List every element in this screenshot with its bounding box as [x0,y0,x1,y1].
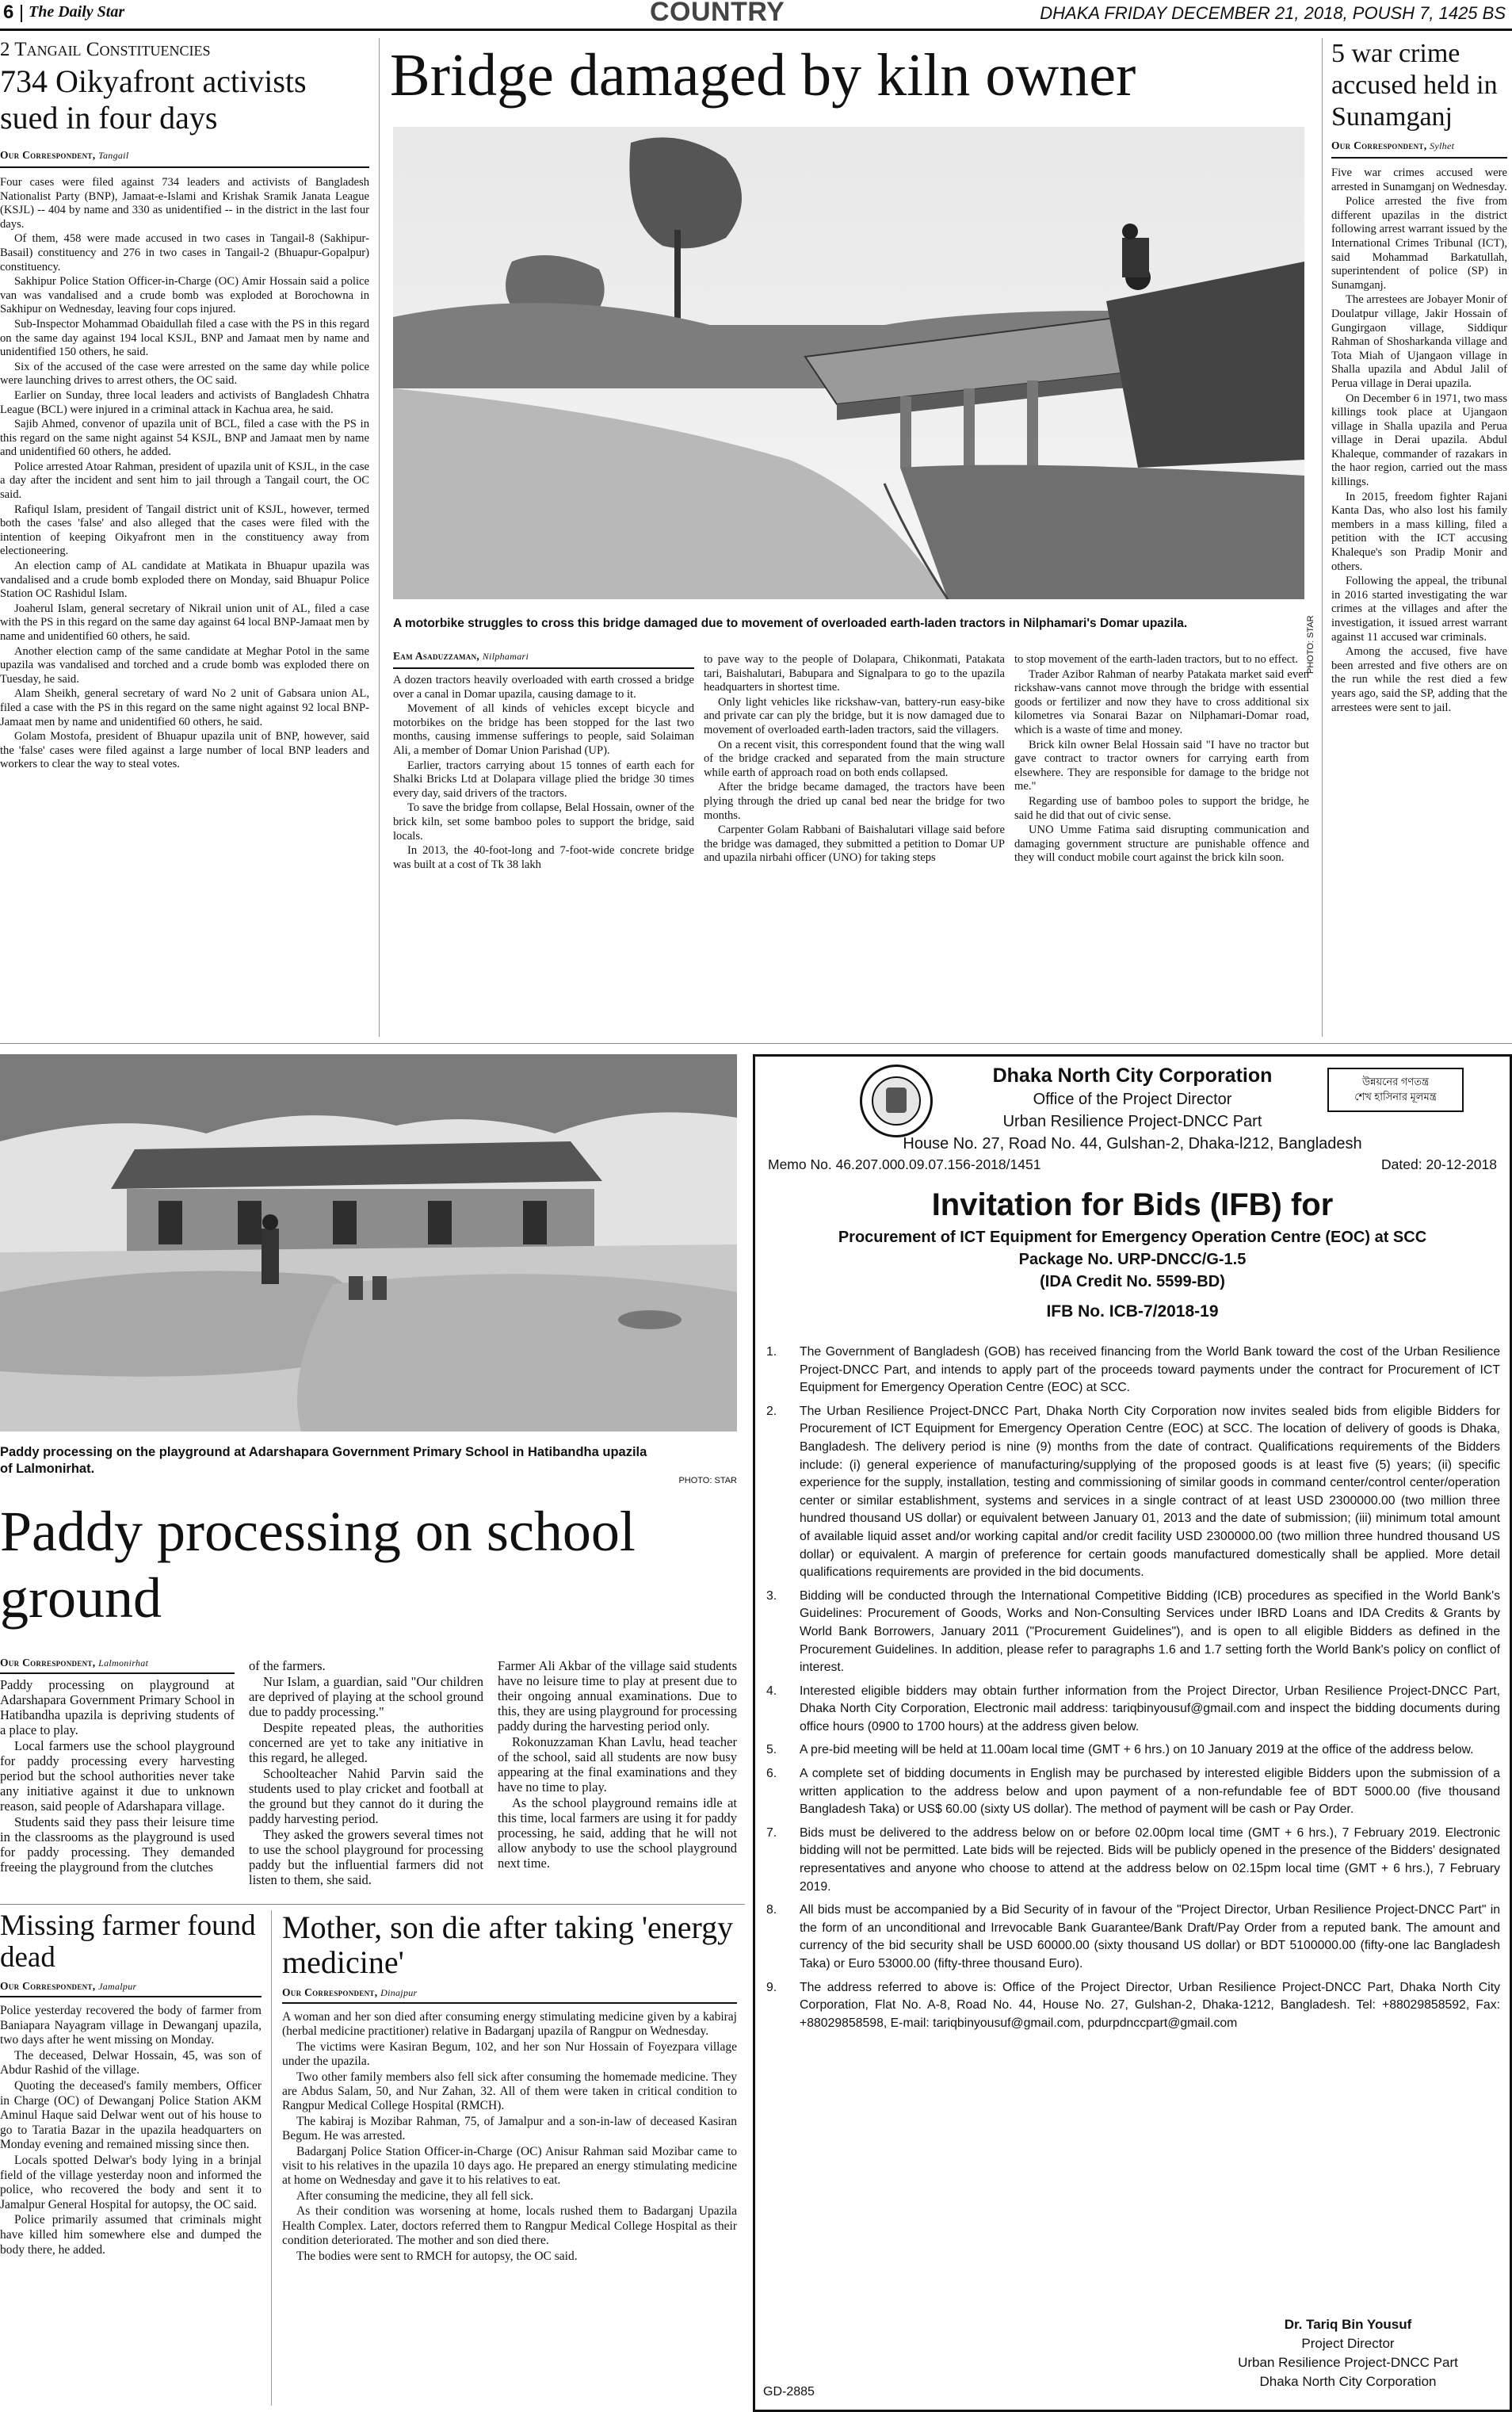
byline-location: Nilphamari [482,651,529,662]
column-divider [379,38,380,1037]
ifb-number: IFB No. ICB-7/2018-19 [1046,1302,1219,1321]
byline-rule [0,1672,235,1674]
story-body: Police yesterday recovered the body of farmer from Baniapara Nayagram village in Dewanganj upazila, two days after he went missing on Monday. The deceased, Delwar Hossain, 45, was son of Abdur Rashid of the village. Quoting the deceased's family members, Officer in Charge (OC) of Dewanganj Police Station AKM Aminul Haque said Delwar went out of his house to go to Taratia Bazar in the upazila headquarters on Monday evening and remained missing since then. Locals spotted Delwar's body lying in a brinjal field of the village yesterday noon and informed the police, who recovered the body and sent it to Jamalpur General Hospital for autopsy, the OC said. Police primarily assumed that criminals might have killed him somewhere else and dumped the body there, he added. [0,2004,262,2257]
bridge-photo-caption: A motorbike struggles to cross this bridge damaged due to movement of overloaded earth-laden tractors in Nilphamari's Domar upazila. [393,617,1188,630]
paddy-photo-image [0,1054,737,1432]
paddy-photo-caption: Paddy processing on the playground at Adarshapara Government Primary School in Hatibandha upazila of Lalmonirhat. [0,1445,647,1476]
signer-org: Dhaka North City Corporation [1259,2374,1437,2389]
byline: Our Correspondent, Lalmonirhat [0,1657,149,1669]
byline: Eam Asaduzzaman, Nilphamari [393,650,529,662]
signature-block [1193,2315,1503,2391]
memo-number: Memo No. 46.207.000.09.07.156-2018/1451 [768,1156,1041,1172]
ad-reference: GD-2885 [763,2385,815,2399]
office-name: Office of the Project Director [1033,1091,1232,1108]
section-title: COUNTRY [650,0,785,27]
story-farmer [0,1910,262,2258]
paddy-col-1: Paddy processing on playground at Adarshapara Government Primary School in Hatibandha upazila is depriving students of a place to play. Local farmers use the school playground for paddy processing every harvesting period but the school authorities never take any initiative against it due to unknown reason, said people of Adarshapara village. Students said they pass their leisure time in the classrooms as the playground is used for paddy processing. They demanded freeing the playground from the clutches [0,1677,235,1875]
ifb-clauses [763,1344,1500,2038]
ifb-title: Invitation for Bids (IFB) for [931,1187,1334,1222]
signer-name: Dr. Tariq Bin Yousuf [1284,2317,1412,2332]
story-body: Five war crimes accused were arrested in Sunamganj on Wednesday. Police arrested the five from different upazilas in the district following arrest warrant issued by the International Crimes Tribunal (ICT), said Mohammad Barkatullah, superintendent of police (SP) in Sunamganj. The arrestees are Jobayer Monir of Doulatpur village, Jakir Hossain of Gungirgaon village, Siddiqur Rahman of Shosharkanda village and Tota Miah of Ujangaon village in Shalla upazila and Abdul Jalil of Perua village in Derai upazila. On December 6 in 1971, two mass killings took place at Ujangaon village in Shalla upazila and Perua village in Derai upazila. Abdul Khaleque, commander of razakars in the haor region, carried out the mass killings. In 2015, freedom fighter Rajani Kanta Das, who also lost his family members in a mass killing, filed a petition with the ICT accusing Khaleque's son Pradip Monir and others. Following the appeal, the tribunal in 2016 started investigating the war crimes at the villages and after the investigation, it issued arrest warrant against 11 accused war criminals. Among the accused, five have been arrested and five others are on the run while the rest died a few years ago, said the SP, adding that the arrestees were sent to jail. [1331,166,1507,714]
headline: Mother, son die after taking 'energy medicine' [282,1909,734,1980]
byline-rule [0,166,369,168]
bridge-byline-block [393,650,694,675]
clause-1: 1. The Government of Bangladesh (GOB) has received financing from the World Bank toward the cost of the Urban Resilience Project-DNCC Part, and intends to apply part of the proceeds toward payments under the contract for Procurement of ICT Equipment for Emergency Operation Centre (EOC) at SCC. [766,1345,1500,1395]
project-name: Urban Resilience Project-DNCC Part [1002,1113,1262,1130]
bridge-photo [393,127,1304,599]
byline-rule [0,1996,262,1997]
column-divider [271,1910,272,2406]
byline-rule [393,667,694,669]
ifb-subtitle: Procurement of ICT Equipment for Emergency Operation Centre (EOC) at SCC [838,1229,1427,1246]
paddy-photo-credit: PHOTO: STAR [678,1476,737,1485]
column-divider [1322,38,1323,1037]
office-address: House No. 27, Road No. 44, Gulshan-2, Dhaka-l212, Bangladesh [903,1135,1362,1152]
clause-5: 5. A pre-bid meeting will be held at 11.00am local time (GMT + 6 hrs.) on 10 January 2019 at the office of the address below. [766,1743,1474,1757]
memo-date: Dated: 20-12-2018 [1381,1156,1497,1172]
ad-header [755,1063,1510,1155]
clause-2: 2. The Urban Resilience Project-DNCC Part, Dhaka North City Corporation now invites sealed bids from eligible Bidders for Procurement of ICT Equipment for Emergency Operation Centre (EOC) at SCC. The location of delivery of goods is Dhaka, Bangladesh. The delivery period is nine (9) months from the date of contract. Qualifications requirements of the Bidders include: (i) general experience of manufacturing/supplying of the proposed goods is at least five (5) years; (ii) specific experience for the supply, installation, testing and commissioning of similar goods in command center/control center/operation center or similar establishment, systems and services in a single contract of at least USD 2300000.00 (two million three hundred thousand US dollar) or equivalent between January 01, 2013 and the date of submission; (iii) minimum total amount of available liquid asset and/or working capital and/or credit facility USD 2300000.00 (two million three hundred thousand US dollar) or equivalent. A margin of preference for certain goods manufactured domestically shall be applied. More detail qualifications requirements are provided in the bid documents. [766,1404,1500,1580]
signer-title: Project Director [1301,2336,1395,2351]
byline: Our Correspondent, Jamalpur [0,1980,137,1992]
byline-rule [1331,157,1507,159]
byline: Our Correspondent, Dinajpur [282,1986,418,1998]
paddy-photo [0,1054,737,1432]
section-rule [0,1043,1512,1044]
signer-project: Urban Resilience Project-DNCC Part [1238,2355,1458,2370]
ifb-advert [753,1054,1512,2412]
dateline: DHAKA FRIDAY DECEMBER 21, 2018, POUSH 7, 1425 BS [1040,3,1506,23]
headline: Missing farmer found dead [0,1909,256,1974]
badge-line-1: উন্নয়নের গণতন্ত্র [1361,1076,1430,1088]
byline-location: Jamalpur [98,1981,137,1992]
headline-bridge: Bridge damaged by kiln owner [390,42,1136,109]
byline: Our Correspondent, Tangail [0,149,129,161]
ida-credit: (IDA Credit No. 5599-BD) [1040,1273,1225,1290]
bridge-col-3: to stop movement of the earth-laden tractors, but to no effect. Trader Azibor Rahman of nearby Patakata market said even rickshaw-vans cannot move through the bridge with essential goods or fertilizer and now they have to cross additional six kilometres via Sonarai Bazar on Nilphamari-Domar road, which is a waste of time and money. Brick kiln owner Belal Hossain said "I have no tractor but gave contract to tractor owners for carrying earth from elsewhere. They are responsible for damage to the bridge not me." Regarding use of bamboo poles to support the bridge, he said he did that out of civic sense. UNO Umme Fatima said disrupting communication and damaging government structure are punishable offence and they will conduct mobile court against the brick kiln soon. [1014,653,1309,865]
kicker: 2 Tangail Constituencies [0,39,211,60]
byline-location: Sylhet [1430,140,1455,151]
bridge-photo-image [393,127,1304,599]
paddy-col-3: Farmer Ali Akbar of the village said students have no leisure time to play at present due to their ongoing annual examinations. Due to this, they are using playground for processing paddy during the harvesting period only. Rokonuzzaman Khan Lavlu, head teacher of the school, said all students are now busy appearing at the final examinations and they have no time to play. As the school playground remains idle at this time, local farmers are using it for paddy processing, he said, adding that he will not allow anybody to use the school playground next time. [498,1658,737,1871]
byline-location: Tangail [98,150,129,161]
clause-7: 7. Bids must be delivered to the address below on or before 02.00pm local time (GMT + 6 hrs.), 7 February 2019. Electronic bidding will not be permitted. Late bids will be rejected. Bids will be publicly opened in the presence of the Bidders' designated representatives and anyone who choose to attend at the address below on 02.15pm local time (GMT + 6 hrs.), 7 February 2019. [766,1825,1500,1894]
masthead [0,0,1512,29]
paper-name-logo: The Daily Star [29,3,125,21]
masthead-rule [0,29,1512,31]
clause-8: 8. All bids must be accompanied by a Bid Security of in favour of the "Project Director, Urban Resilience Project-DNCC Part" in the form of an unconditional and Irrevocable Bank Guarantee/Bank Draft/Pay Order from a reputed bank. The amount and currency of the bid security shall be USD 60000.00 (sixty thousand US dollar) or BDT 5100000.00 (fifty-one lac Bangladesh Taka) or Euro 53000.00 (fifty-three thousand Euro). [766,1903,1500,1971]
story-body: Four cases were filed against 734 leaders and activists of Bangladesh Nationalist Party (BNP), Jamaat-e-Islami and Krishak Sramik Janata League (KSJL) -- 404 by name and 330 as unidentified -- in the district in the last four days. Of them, 458 were made accused in two cases in Tangail-8 (Sakhipur-Basail) constituency and 276 in two cases in Tangail-2 (Bhuapur-Gopalpur) constituency. Sakhipur Police Station Officer-in-Charge (OC) Amir Hossain said a police van was vandalised and a crude bomb was exploded at Borochowna in Sakhipur on Wednesday, leaving four cops injured. Sub-Inspector Mohammad Obaidullah filed a case with the PS in this regard on the same day against 194 local KSJL, BNP and Jamaat men by name and unidentified 150 others, he said. Six of the accused of the case were arrested on the same day while police were launching drives to arrest others, the OC said. Earlier on Sunday, three local leaders and activists of Bangladesh Chhatra League (BCL) were injured in a criminal attack in Kachua area, he said. Sajib Ahmed, convenor of upazila unit of BCL, filed a case with the PS in this regard on the same night against 54 KSJL, BNP and Jamaat men by name and unidentified 60 others, he added. Police arrested Atoar Rahman, president of upazila unit of KSJL, in the case a day after the incident and sent him to jail through a Tangail court, the OC said. Rafiqul Islam, president of Tangail district unit of KSJL, however, termed both the cases 'false' and also alleged that the cases were filed with the intention of keeping Oikyafront men in the constituency away from electioneering. An election camp of AL candidate at Matikata in Bhuapur upazila was vandalised and a crude bomb exploded there on Monday, said Bhuapur Police Station OC Rashidul Islam. Joaherul Islam, general secretary of Nikrail union unit of AL, filed a case with the PS in this regard on the same day against 64 local BNP-Jamaat men by name and unidentified 60 others, he said. Another election camp of the same candidate at Meghar Potol in the same upazila was vandalised and torched and a crude bomb was exploded there on Tuesday, he said. Alam Sheikh, general secretary of ward No 2 unit of Gabsara union AL, filed a case with the PS in this regard on the same night against 92 local BNP-Jamaat men by name and unidentified 60 others, he said. Golam Mostofa, president of Bhuapur upazila unit of BNP, however, said the 'false' cases were filed against a large number of local BNP leaders and workers to clear the way to steal votes. [0,176,369,771]
package-number: Package No. URP-DNCC/G-1.5 [1018,1251,1247,1268]
story-warcrime [1331,38,1507,716]
clause-4: 4. Interested eligible bidders may obtain further information from the Project Director, Urban Resilience Project-DNCC Part, Dhaka North City Corporation, Electronic mail address: tariqbinyousuf@gmail.com and inspect the bidding documents during office hours (0900 to 1700 hours) at the address given below. [766,1684,1500,1734]
story-mother [282,1910,737,2265]
ifb-title-block [755,1183,1510,1328]
byline-rule [282,2002,737,2004]
byline-location: Dinajpur [380,1987,418,1998]
story-body: A woman and her son died after consuming energy stimulating medicine given by a kabiraj (herbal medicine practitioner) relative in Badarganj upazila of Rangpur on Wednesday. The victims were Kasiran Begum, 102, and her son Nur Hossain of Foyezpara village under the upazila. Two other family members also fell sick after consuming the homemade medicine. They are Abdus Salam, 50, and Nur Zahan, 32. All of them were taken in critical condition to Rangpur Medical College Hospital (RMCH). The kabiraj is Mozibar Rahman, 75, of Jamalpur and a son-in-law of deceased Kasiran Begum. He was arrested. Badarganj Police Station Officer-in-Charge (OC) Anisur Rahman said Mozibar came to visit to his relatives in the upazila 10 days ago. He prepared an energy stimulating medicine at home on Wednesday and gave it to his relatives to eat. After consuming the medicine, they all fell sick. As their condition was worsening at home, locals rushed them to Badarganj Upazila Health Complex. Later, doctors referred them to Rangpur Medical College Hospital as their condition deteriorated. The mother and son died there. The bodies were sent to RMCH for autopsy, the OC said. [282,2010,737,2263]
byline: Our Correspondent, Sylhet [1331,140,1455,151]
org-name: Dhaka North City Corporation [992,1065,1273,1087]
headline: 734 Oikyafront activists sued in four days [0,63,307,136]
bridge-col-1: A dozen tractors heavily overloaded with earth crossed a bridge over a canal in Domar upazila, causing damage to it. Movement of all kinds of vehicles except bicycle and motorbikes on the bridge has been stopped for the last two months, causing immense sufferings to people, said Solaiman Ali, a member of Domar Union Parishad (UP). Earlier, tractors carrying about 15 tonnes of earth each for Shalki Bricks Ltd at Dolapara village plied the bridge 30 times every day, said drivers of the tractors. To save the bridge from collapse, Belal Hossain, owner of the brick kiln, set some bamboo poles to support the bridge, said locals. In 2013, the 40-foot-long and 7-foot-wide concrete bridge was built at a cost of Tk 38 lakh [393,674,694,871]
headline: 5 war crime accused held in Sunamganj [1331,39,1498,132]
page-number: 6 [3,2,14,23]
story-oikyafront [0,38,369,773]
bridge-col-2: to pave way to the people of Dolapara, Chikonmati, Patakata tari, Baishalutari, Babupara and Signalpara to go to the upazila headquarters in shortest time. Only light vehicles like rickshaw-van, battery-run easy-bike and private car can ply the bridge, but it is now damaged due to movement of overloaded earth-laden tractors, said the villagers. On a recent visit, this correspondent found that the wing wall of the bridge cracked and separated from the main structure while earth of approach road on both ends collapsed. After the bridge became damaged, the tractors have been plying through the dried up canal bed near the bridge for two months. Carpenter Golam Rabbani of Baishalutari village said before the bridge was damaged, they submitted a petition to Domar UP and upazila nirbahi officer (UNO) for taking steps [704,653,1005,865]
clause-6: 6. A complete set of bidding documents in English may be purchased by interested eligible Bidders upon the submission of a written application to the address below and upon payment of a non-refundable fee of BDT 5000.00 (five thousand Bangladesh Taka) or US$ 60.00 (sixty US dollar). The method of payment will be cash or Pay Order. [766,1767,1500,1817]
clause-9: 9. The address referred to above is: Office of the Project Director, Urban Resilience Project-DNCC Part, Dhaka North City Corporation, Flat No. A-8, Road No. 44, House No. 27, Gulshan-2, Dhaka-1212, Bangladesh. Tel: +88029858592, Fax: +88029858598, E-mail: tariqbinyousuf@gmail.com, pdurpdnccpart@gmail.com [766,1980,1500,2030]
badge-line-2: শেখ হাসিনার মূলমন্ত্র [1354,1091,1437,1103]
section-rule [0,1904,745,1905]
headline-paddy: Paddy processing on school ground [0,1500,636,1630]
paddy-col-2: of the farmers. Nur Islam, a guardian, said "Our children are deprived of playing at the school ground due to paddy processing." Despite repeated pleas, the authorities concerned are yet to take any initiative in this regard, he alleged. Schoolteacher Nahid Parvin said the students used to play cricket and football at the ground but they cannot do it during the paddy harvesting period. They asked the growers several times not to use the school playground for processing paddy but the influential farmers did not listen to them, she said. [249,1658,483,1887]
byline-location: Lalmonirhat [98,1657,149,1669]
photo-credit: PHOTO: STAR [1306,615,1315,674]
clause-3: 3. Bidding will be conducted through the International Competitive Bidding (ICB) procedures as specified in the World Bank's Guidelines: Procurement of Goods, Works and Non-Consulting Services under IBRD Loans and IDA Credits & Grants by World Bank Borrowers, January 2011 ("Procurement Guidelines"), and is open to all eligible Bidders as defined in the Procurement Guidelines. In addition, please refer to paragraphs 1.6 and 1.7 setting forth the World Bank's policy on conflict of interest. [766,1588,1500,1675]
masthead-separator [21,5,22,22]
paddy-byline-block [0,1657,235,1679]
